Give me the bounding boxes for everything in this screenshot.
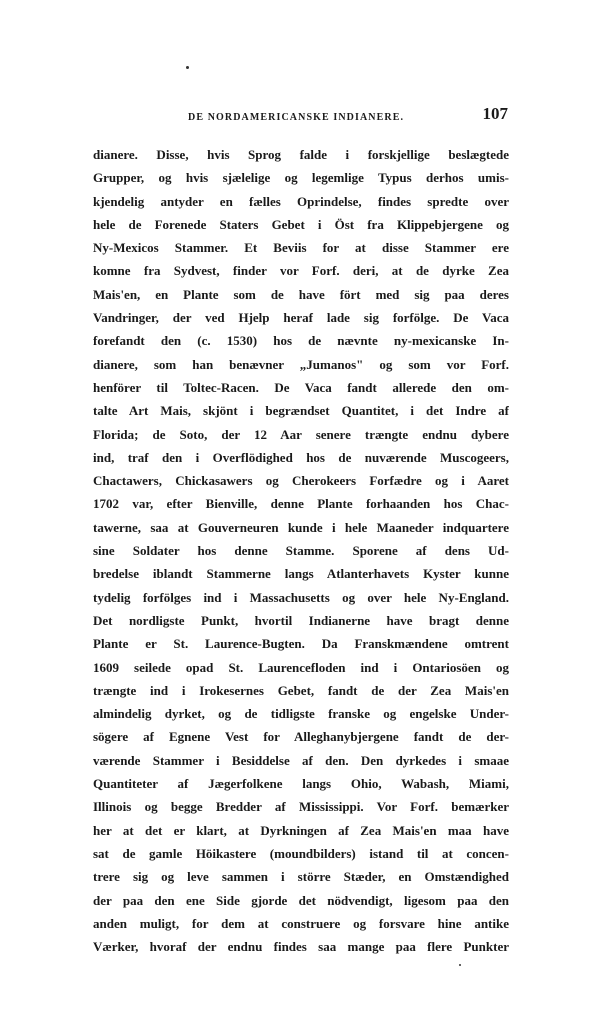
text-line: 1609 seilede opad St. Laurencefloden ind i Ontariosöen og	[93, 659, 509, 675]
text-line: Florida; de Soto, der 12 Aar senere trængte endnu dybere	[93, 426, 509, 442]
text-line: Vandringer, der ved Hjelp heraf lade sig forfölge. De Vaca	[93, 310, 509, 326]
text-line: værende Stammer i Besiddelse af den. Den dyrkedes i smaae	[93, 752, 509, 768]
running-title: DE NORDAMERICANSKE INDIANERE.	[188, 112, 405, 123]
text-line: almindelig dyrket, og de tidligste franske og engelske Under-	[93, 706, 509, 722]
page-number: 107	[482, 104, 508, 123]
body-text	[93, 143, 509, 958]
text-line: hele de Forenede Staters Gebet i Öst fra Klippebjergene og	[93, 216, 509, 232]
text-line: sögere af Egnene Vest for Alleghanybjergene fandt de der-	[93, 729, 509, 745]
text-line: dianere, som han benævner „Jumanos" og som vor Forf.	[93, 356, 509, 372]
text-line: ind, traf den i Overflödighed hos de nuværende Muscogeers,	[93, 449, 509, 465]
text-line: 1702 var, efter Bienville, denne Plante forhaanden hos Chac-	[93, 496, 509, 512]
text-line: Chactawers, Chickasawers og Cherokeers Forfædre og i Aaret	[93, 473, 509, 489]
text-line: forefandt den (c. 1530) hos de nævnte ny-mexicanske In-	[93, 333, 509, 349]
text-line: henförer til Toltec-Racen. De Vaca fandt allerede den om-	[93, 379, 509, 395]
text-line: der paa den ene Side gjorde det nödvendigt, ligesom paa den	[93, 892, 509, 908]
ink-speck	[459, 964, 461, 966]
text-line: anden muligt, for dem at construere og forsvare hine antike	[93, 915, 509, 931]
text-line: dianere. Disse, hvis Sprog falde i forskjellige beslægtede	[93, 147, 509, 162]
text-line: Mais'en, en Plante som de have fört med sig paa deres	[93, 286, 509, 302]
page-header	[92, 104, 510, 128]
text-line: Plante er St. Laurence-Bugten. Da Franskmændene omtrent	[93, 636, 509, 652]
text-line: tawerne, saa at Gouverneuren kunde i hele Maaneder indquartere	[93, 519, 509, 535]
text-line: sat de gamle Höikastere (moundbilders) istand til at concen-	[93, 845, 509, 861]
text-line: Ny-Mexicos Stammer. Et Beviis for at disse Stammer ere	[93, 240, 509, 256]
text-line: trængte ind i Irokesernes Gebet, fandt de der Zea Mais'en	[93, 682, 509, 698]
text-line: kjendelig antyder en fælles Oprindelse, findes spredte over	[93, 193, 509, 209]
text-line: Værker, hvoraf der endnu findes saa mange paa flere Punkter	[93, 939, 509, 955]
text-line: trere sig og leve sammen i större Stæder, en Omstændighed	[93, 869, 509, 885]
text-line: tydelig forfölges ind i Massachusetts og over hele Ny-England.	[93, 589, 509, 605]
text-line: sine Soldater hos denne Stamme. Sporene af dens Ud-	[93, 543, 509, 559]
text-line: Illinois og begge Bredder af Mississippi. Vor Forf. bemærker	[93, 799, 509, 815]
text-line: talte Art Mais, skjönt i begrændset Quantitet, i det Indre af	[93, 403, 509, 419]
text-line: her at det er klart, at Dyrkningen af Zea Mais'en maa have	[93, 822, 509, 838]
text-line: Grupper, og hvis sjælelige og legemlige Typus derhos umis-	[93, 170, 509, 186]
text-line: komne fra Sydvest, finder vor Forf. deri, at de dyrke Zea	[93, 263, 509, 279]
text-line: bredelse iblandt Stammerne langs Atlanterhavets Kyster kunne	[93, 566, 509, 582]
text-line: Quantiteter af Jægerfolkene langs Ohio, Wabash, Miami,	[93, 776, 509, 792]
text-line: Det nordligste Punkt, hvortil Indianerne have bragt denne	[93, 612, 509, 628]
ink-speck	[186, 66, 189, 69]
